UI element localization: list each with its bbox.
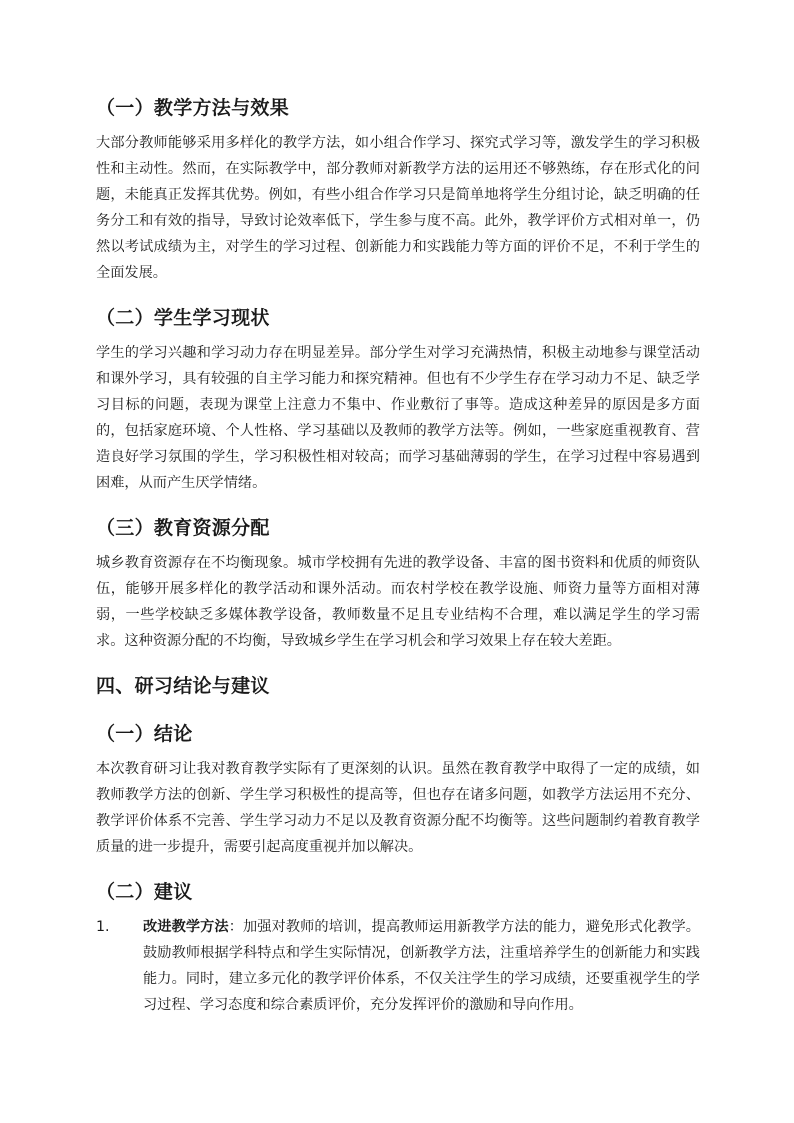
list-item-lead: 改进教学方法	[143, 919, 229, 935]
section-heading-suggestions: （二）建议	[96, 881, 193, 903]
list-item-number: 1.	[96, 919, 110, 935]
section-heading-resource-allocation: （三）教育资源分配	[96, 517, 270, 539]
section-heading-student-learning: （二）学生学习现状	[96, 307, 270, 329]
document-page	[96, 92, 700, 1018]
paragraph-resource-allocation: 城乡教育资源存在不均衡现象。城市学校拥有先进的教学设备、丰富的图书资料和优质的师资队伍，能够开展多样化的教学活动和课外活动。而农村学校在教学设施、师资力量等方面相对薄弱，一些学校缺乏多媒体教学设备，教师数量不足且专业结构不合理，难以满足学生的学习需求。这种资源分配的不均衡，导致城乡学生在学习机会和学习效果上存在较大差距。	[96, 555, 700, 649]
suggestion-list	[96, 914, 700, 1018]
paragraph-teaching-methods: 大部分教师能够采用多样化的教学方法，如小组合作学习、探究式学习等，激发学生的学习积极性和主动性。然而，在实际教学中，部分教师对新教学方法的运用还不够熟练，存在形式化的问题，未能真正发挥其优势。例如，有些小组合作学习只是简单地将学生分组讨论，缺乏明确的任务分工和有效的指导，导致讨论效率低下，学生参与度不高。此外，教学评价方式相对单一，仍然以考试成绩为主，对学生的学习过程、创新能力和实践能力等方面的评价不足，不利于学生的全面发展。	[96, 135, 700, 281]
paragraph-conclusion: 本次教育研习让我对教育教学实际有了更深刻的认识。虽然在教育教学中取得了一定的成绩，如教师教学方法的创新、学生学习积极性的提高等，但也存在诸多问题，如教学方法运用不充分、教学评价体系不完善、学生学习动力不足以及教育资源分配不均衡等。这些问题制约着教育教学质量的进一步提升，需要引起高度重视并加以解决。	[96, 761, 700, 855]
paragraph-student-learning: 学生的学习兴趣和学习动力存在明显差异。部分学生对学习充满热情，积极主动地参与课堂活动和课外学习，具有较强的自主学习能力和探究精神。但也有不少学生存在学习动力不足、缺乏学习目标的问题，表现为课堂上注意力不集中、作业敷衍了事等。造成这种差异的原因是多方面的，包括家庭环境、个人性格、学习基础以及教师的教学方法等。例如，一些家庭重视教育、营造良好学习氛围的学生，学习积极性相对较高；而学习基础薄弱的学生，在学习过程中容易遇到困难，从而产生厌学情绪。	[96, 345, 700, 491]
list-item	[96, 914, 700, 1018]
chapter-heading-conclusions: 四、研习结论与建议	[96, 675, 270, 697]
list-item-text: ：加强对教师的培训，提高教师运用新教学方法的能力，避免形式化教学。鼓励教师根据学科特点和学生实际情况，创新教学方法，注重培养学生的创新能力和实践能力。同时，建立多元化的教学评价体系，不仅关注学生的学习成绩，还要重视学生的学习过程、学习态度和综合素质评价，充分发挥评价的激励和导向作用。	[143, 919, 700, 1013]
section-heading-conclusion: （一）结论	[96, 723, 193, 745]
section-heading-teaching-methods: （一）教学方法与效果	[96, 97, 290, 119]
